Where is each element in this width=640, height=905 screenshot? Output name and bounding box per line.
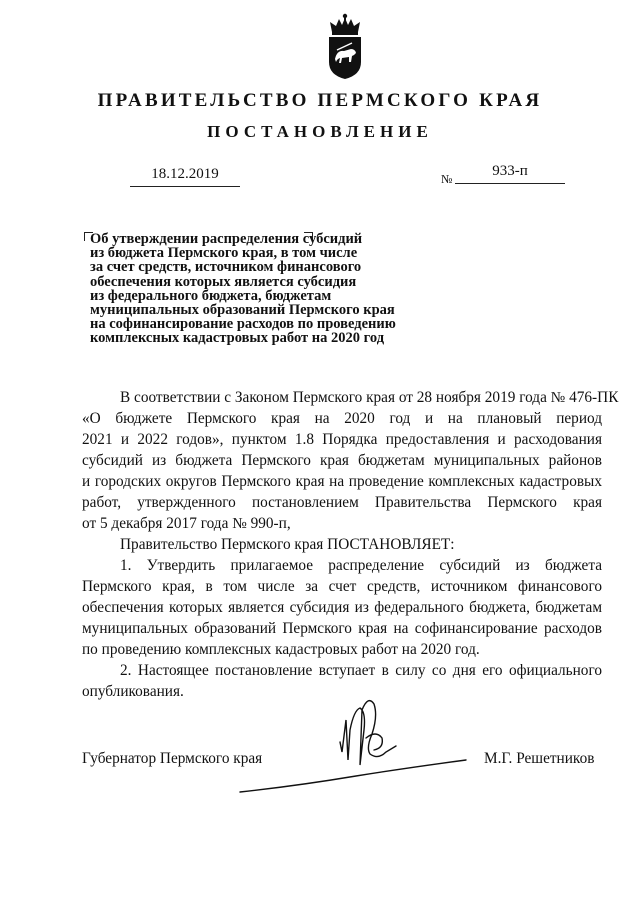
body-line: 2. Настоящее постановление вступает в силу со дня его официального: [120, 662, 602, 679]
document-subject: [90, 232, 430, 346]
document-body: [82, 387, 619, 702]
document-date: 18.12.2019: [130, 166, 240, 187]
subject-line: из федерального бюджета, бюджетам: [90, 287, 332, 304]
handwritten-signature: [236, 690, 476, 800]
signatory-title: Губернатор Пермского края: [82, 750, 263, 767]
body-line: субсидий из бюджета Пермского края бюджетам муниципальных районов: [82, 452, 602, 469]
subject-line: за счет средств, источником финансового: [90, 259, 362, 276]
body-line: опубликования.: [82, 683, 184, 700]
body-line: работ, утвержденного постановлением Правительства Пермского края: [82, 494, 602, 511]
perm-krai-coat-of-arms-icon: [324, 12, 366, 80]
subject-line: муниципальных образований Пермского края: [90, 302, 395, 319]
number-sign: №: [441, 172, 453, 186]
body-line: и городских округов Пермского края на проведение комплексных кадастровых: [82, 473, 602, 490]
body-line: 2021 и 2022 годов», пунктом 1.8 Порядка предоставления и расходования: [82, 431, 602, 448]
body-line: В соответствии с Законом Пермского края от 28 ноября 2019 года № 476-ПК: [120, 389, 619, 406]
subject-line: на софинансирование расходов по проведению: [90, 316, 396, 333]
decree-line: Правительство Пермского края ПОСТАНОВЛЯЕТ:: [120, 536, 455, 553]
body-line: 1. Утвердить прилагаемое распределение субсидий из бюджета: [120, 557, 602, 574]
subject-line: из бюджета Пермского края, в том числе: [90, 245, 358, 262]
signatory-name: М.Г. Решетников: [484, 750, 595, 767]
document-type: ПОСТАНОВЛЕНИЕ: [207, 122, 433, 141]
body-line: муниципальных образований Пермского края на софинансирование расходов: [82, 620, 602, 637]
subject-line: обеспечения которых является субсидия: [90, 273, 357, 290]
subject-line: Об утверждении распределения субсидий: [90, 231, 363, 247]
subject-line: комплексных кадастровых работ на 2020 год: [90, 330, 385, 347]
body-line: Пермского края, в том числе за счет средств, источником финансового: [82, 578, 602, 595]
body-line: «О бюджете Пермского края на 2020 год и на плановый период: [82, 410, 602, 427]
document-number: 933-п: [455, 163, 565, 184]
body-line: от 5 декабря 2017 года № 990-п,: [82, 515, 291, 532]
body-line: обеспечения которых является субсидия из федерального бюджета, бюджетам: [82, 599, 602, 616]
government-title: ПРАВИТЕЛЬСТВО ПЕРМСКОГО КРАЯ: [97, 90, 543, 111]
body-line: по проведению комплексных кадастровых работ на 2020 год.: [82, 641, 480, 658]
